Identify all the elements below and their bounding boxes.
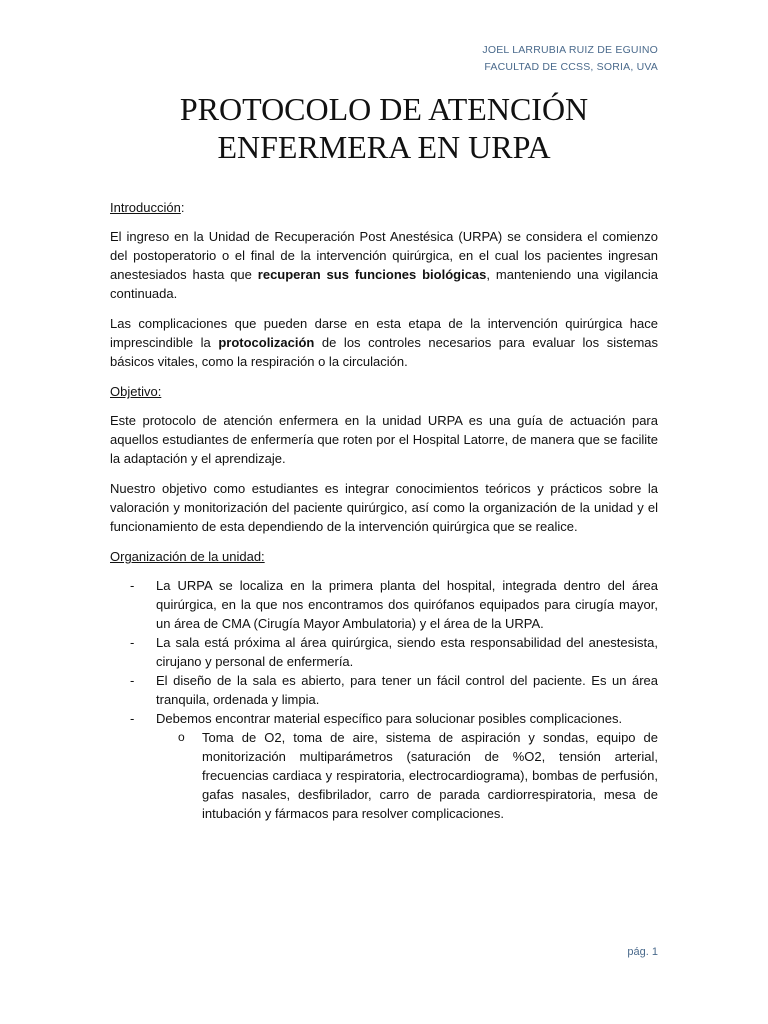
intro-p1-text-b: , manteniendo una vigilancia continuada. <box>110 267 659 301</box>
intro-paragraph-2 <box>110 314 658 371</box>
list-item-text: Debemos encontrar material específico para solucionar posibles complicaciones. <box>156 711 623 726</box>
title-line-2: ENFERMERA EN URPA <box>217 129 551 165</box>
intro-p1-text-a: El ingreso en la Unidad de Recuperación Post Anestésica (URPA) se considera el comienzo del postoperatorio o el final de la intervención quirúrgica, en el cual los pacientes ingresan anestesiados hasta que <box>110 229 658 282</box>
list-item-text: La sala está próxima al área quirúrgica, siendo esta responsabilidad del anestesista, cirujano y personal de enfermería. <box>156 635 658 669</box>
organization-heading <box>110 547 658 566</box>
intro-heading-colon: : <box>180 200 185 215</box>
intro-p2-text-a: Las complicaciones que pueden darse en esta etapa de la intervención quirúrgica hace imprescindible la <box>110 316 658 350</box>
intro-heading <box>110 198 658 217</box>
document-title <box>110 90 658 166</box>
intro-paragraph-1 <box>110 227 658 303</box>
list-item <box>110 671 658 709</box>
list-item <box>110 633 658 671</box>
intro-p1-bold: recuperan sus funciones biológicas <box>257 267 487 282</box>
intro-p2-text-b: de los controles necesarios para evaluar los sistemas básicos vitales, como la respiración o la circulación. <box>110 335 659 369</box>
list-item-text: La URPA se localiza en la primera planta del hospital, integrada dentro del área quirúrgica, en la que nos encontramos dos quirófanos equipados para cirugía mayor, un área de CMA (Cirugía Mayor Ambulatoria) y el área de la URPA. <box>156 578 658 631</box>
list-item <box>110 576 658 633</box>
objective-heading-text: Objetivo: <box>110 384 162 399</box>
dash-marker: - <box>130 673 135 688</box>
objective-paragraph-2: Nuestro objetivo como estudiantes es integrar conocimientos teóricos y prácticos sobre la valoración y monitorización del paciente quirúrgico, así como la organización de la unidad y el funcionamiento de esta dependiendo de la intervención quirúrgica que se realice. <box>110 481 658 534</box>
dash-marker: - <box>130 711 135 726</box>
intro-p2-bold: protocolización <box>218 335 315 350</box>
sub-list <box>156 728 658 823</box>
dash-marker: - <box>130 578 135 593</box>
objective-paragraph-1: Este protocolo de atención enfermera en la unidad URPA es una guía de actuación para aquellos estudiantes de enfermería que roten por el Hospital Latorre, de manera que se facilite la adaptación y el aprendizaje. <box>110 413 658 466</box>
list-item <box>110 709 658 823</box>
title-line-1: PROTOCOLO DE ATENCIÓN <box>179 91 589 127</box>
header-author: JOEL LARRUBIA RUIZ DE EGUINO <box>482 44 658 56</box>
page-number: pág. 1 <box>627 946 658 958</box>
dash-marker: - <box>130 635 135 650</box>
document-body <box>110 198 658 823</box>
header-affiliation: FACULTAD DE CCSS, SORIA, UVA <box>484 61 658 73</box>
circle-bullet-marker: o <box>178 730 185 744</box>
organization-list <box>110 576 658 823</box>
page-header <box>482 42 658 76</box>
list-item-text: El diseño de la sala es abierto, para tener un fácil control del paciente. Es un área tranquila, ordenada y limpia. <box>156 673 658 707</box>
sub-list-item <box>156 728 658 823</box>
intro-heading-text: Introducción <box>110 200 181 215</box>
sub-list-item-text: Toma de O2, toma de aire, sistema de aspiración y sondas, equipo de monitorización multiparámetros (saturación de %O2, tensión arterial, frecuencias cardiaca y respiratoria, electrocardiograma), bombas de perfusión, gafas nasales, desfibrilador, carro de parada cardiorrespiratoria, mesa de intubación y fármacos para resolver complicaciones. <box>202 730 658 821</box>
objective-heading <box>110 382 658 401</box>
organization-heading-text: Organización de la unidad: <box>110 549 265 564</box>
